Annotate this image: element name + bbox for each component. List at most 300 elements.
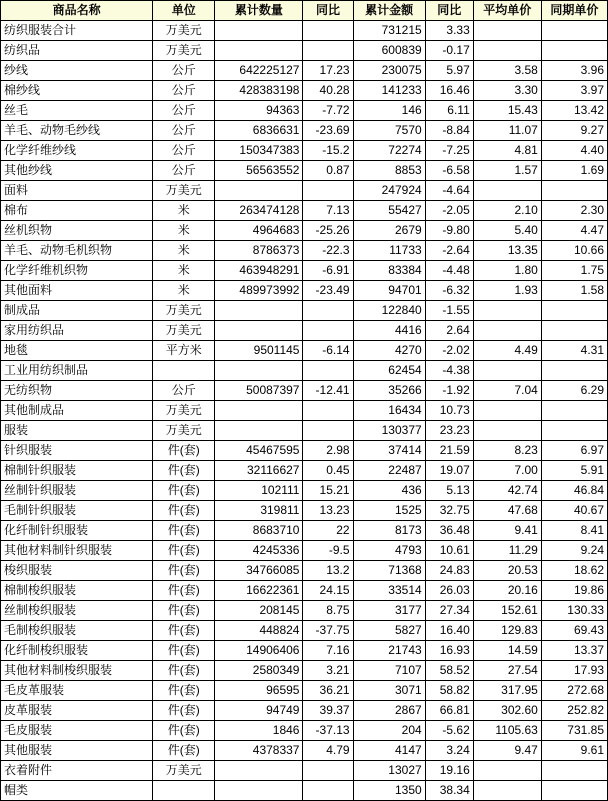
cell-amount-yoy: -5.62	[425, 721, 473, 741]
cell-quantity-yoy	[303, 421, 353, 441]
cell-amount-yoy: 10.73	[425, 401, 473, 421]
table-row	[1, 221, 608, 241]
cell-average-price	[473, 761, 541, 781]
table-row	[1, 741, 608, 761]
cell-cumulative-quantity	[215, 301, 303, 321]
table-row	[1, 341, 608, 361]
table-row	[1, 201, 608, 221]
cell-average-price: 3.58	[473, 61, 541, 81]
cell-quantity-yoy	[303, 321, 353, 341]
cell-cumulative-amount: 2867	[353, 701, 425, 721]
column-header-average-price: 平均单价	[473, 1, 541, 21]
cell-product-name: 棉制梭织服装	[1, 581, 153, 601]
cell-previous-price	[541, 361, 607, 381]
cell-unit: 公斤	[153, 61, 215, 81]
table-row	[1, 41, 608, 61]
cell-unit	[153, 781, 215, 801]
table-row	[1, 781, 608, 801]
cell-quantity-yoy	[303, 21, 353, 41]
cell-average-price: 9.41	[473, 521, 541, 541]
table-row	[1, 661, 608, 681]
cell-cumulative-amount: 731215	[353, 21, 425, 41]
cell-cumulative-amount: 141233	[353, 81, 425, 101]
cell-amount-yoy: -2.02	[425, 341, 473, 361]
cell-cumulative-quantity	[215, 21, 303, 41]
cell-cumulative-quantity: 448824	[215, 621, 303, 641]
cell-cumulative-quantity: 4964683	[215, 221, 303, 241]
cell-quantity-yoy: 2.98	[303, 441, 353, 461]
cell-quantity-yoy: -23.69	[303, 121, 353, 141]
cell-quantity-yoy: 13.23	[303, 501, 353, 521]
table-row	[1, 21, 608, 41]
cell-previous-price: 46.84	[541, 481, 607, 501]
cell-amount-yoy: 21.59	[425, 441, 473, 461]
cell-cumulative-amount: 71368	[353, 561, 425, 581]
cell-average-price: 317.95	[473, 681, 541, 701]
table-row	[1, 521, 608, 541]
cell-product-name: 丝毛	[1, 101, 153, 121]
cell-average-price: 7.00	[473, 461, 541, 481]
cell-cumulative-quantity: 34766085	[215, 561, 303, 581]
cell-product-name: 其他制成品	[1, 401, 153, 421]
cell-cumulative-quantity: 50087397	[215, 381, 303, 401]
cell-cumulative-quantity: 102111	[215, 481, 303, 501]
table-row	[1, 261, 608, 281]
cell-previous-price: 4.47	[541, 221, 607, 241]
cell-previous-price	[541, 761, 607, 781]
cell-unit: 米	[153, 281, 215, 301]
cell-unit: 公斤	[153, 121, 215, 141]
cell-previous-price: 3.97	[541, 81, 607, 101]
cell-quantity-yoy: 8.75	[303, 601, 353, 621]
cell-cumulative-amount: 16434	[353, 401, 425, 421]
table-row	[1, 181, 608, 201]
cell-unit: 件(套)	[153, 721, 215, 741]
cell-cumulative-amount: 7107	[353, 661, 425, 681]
cell-cumulative-amount: 1350	[353, 781, 425, 801]
cell-cumulative-amount: 4147	[353, 741, 425, 761]
cell-product-name: 其他面料	[1, 281, 153, 301]
table-row	[1, 761, 608, 781]
cell-average-price: 2.10	[473, 201, 541, 221]
table-row	[1, 721, 608, 741]
table-row	[1, 621, 608, 641]
table-row	[1, 701, 608, 721]
cell-product-name: 化纤制梭织服装	[1, 641, 153, 661]
cell-cumulative-amount: 21743	[353, 641, 425, 661]
cell-previous-price: 2.30	[541, 201, 607, 221]
cell-product-name: 面料	[1, 181, 153, 201]
cell-quantity-yoy: 0.87	[303, 161, 353, 181]
cell-quantity-yoy: 17.23	[303, 61, 353, 81]
cell-quantity-yoy	[303, 181, 353, 201]
cell-cumulative-amount: 83384	[353, 261, 425, 281]
cell-cumulative-quantity	[215, 181, 303, 201]
cell-unit: 件(套)	[153, 501, 215, 521]
cell-previous-price: 9.27	[541, 121, 607, 141]
cell-product-name: 毛皮革服装	[1, 681, 153, 701]
cell-cumulative-amount: 2679	[353, 221, 425, 241]
cell-unit: 平方米	[153, 341, 215, 361]
table-row	[1, 441, 608, 461]
cell-cumulative-amount: 37414	[353, 441, 425, 461]
table-row	[1, 81, 608, 101]
table-row	[1, 601, 608, 621]
table-row	[1, 581, 608, 601]
cell-cumulative-quantity	[215, 321, 303, 341]
cell-average-price: 5.40	[473, 221, 541, 241]
cell-product-name: 帽类	[1, 781, 153, 801]
cell-product-name: 棉制针织服装	[1, 461, 153, 481]
cell-unit: 万美元	[153, 761, 215, 781]
cell-cumulative-quantity	[215, 421, 303, 441]
cell-average-price	[473, 321, 541, 341]
cell-quantity-yoy: -6.14	[303, 341, 353, 361]
cell-cumulative-quantity: 16622361	[215, 581, 303, 601]
cell-average-price: 42.74	[473, 481, 541, 501]
cell-average-price: 15.43	[473, 101, 541, 121]
table-row	[1, 321, 608, 341]
cell-amount-yoy: -6.58	[425, 161, 473, 181]
table-row	[1, 101, 608, 121]
column-header-unit: 单位	[153, 1, 215, 21]
cell-unit: 件(套)	[153, 541, 215, 561]
cell-average-price: 11.29	[473, 541, 541, 561]
cell-cumulative-quantity: 8683710	[215, 521, 303, 541]
cell-product-name: 制成品	[1, 301, 153, 321]
cell-previous-price: 1.75	[541, 261, 607, 281]
cell-previous-price: 10.66	[541, 241, 607, 261]
cell-unit: 件(套)	[153, 741, 215, 761]
cell-cumulative-amount: 4416	[353, 321, 425, 341]
cell-cumulative-amount: 122840	[353, 301, 425, 321]
cell-quantity-yoy	[303, 301, 353, 321]
cell-quantity-yoy	[303, 41, 353, 61]
cell-unit: 万美元	[153, 321, 215, 341]
table-row	[1, 481, 608, 501]
cell-unit: 公斤	[153, 141, 215, 161]
cell-unit: 件(套)	[153, 701, 215, 721]
cell-previous-price: 4.31	[541, 341, 607, 361]
cell-previous-price: 272.68	[541, 681, 607, 701]
cell-cumulative-amount: 3177	[353, 601, 425, 621]
cell-product-name: 工业用纺织制品	[1, 361, 153, 381]
cell-quantity-yoy: -7.72	[303, 101, 353, 121]
cell-cumulative-amount: 230075	[353, 61, 425, 81]
cell-cumulative-quantity: 4245336	[215, 541, 303, 561]
table-row	[1, 301, 608, 321]
cell-quantity-yoy: 7.16	[303, 641, 353, 661]
cell-average-price: 152.61	[473, 601, 541, 621]
cell-amount-yoy: 58.82	[425, 681, 473, 701]
column-header-previous-price: 同期单价	[541, 1, 607, 21]
table-row	[1, 401, 608, 421]
cell-quantity-yoy: 13.2	[303, 561, 353, 581]
column-header-amount-yoy: 同比	[425, 1, 473, 21]
cell-cumulative-amount: 33514	[353, 581, 425, 601]
cell-product-name: 化纤制针织服装	[1, 521, 153, 541]
cell-previous-price: 8.41	[541, 521, 607, 541]
cell-cumulative-amount: 1525	[353, 501, 425, 521]
cell-cumulative-quantity: 94749	[215, 701, 303, 721]
column-header-cumulative-amount: 累计金额	[353, 1, 425, 21]
cell-cumulative-amount: 3071	[353, 681, 425, 701]
cell-quantity-yoy: -22.3	[303, 241, 353, 261]
cell-previous-price	[541, 181, 607, 201]
cell-amount-yoy: 24.83	[425, 561, 473, 581]
cell-previous-price: 130.33	[541, 601, 607, 621]
cell-previous-price: 9.61	[541, 741, 607, 761]
cell-product-name: 梭织服装	[1, 561, 153, 581]
cell-previous-price: 13.37	[541, 641, 607, 661]
cell-amount-yoy: 58.52	[425, 661, 473, 681]
cell-average-price	[473, 301, 541, 321]
cell-amount-yoy: 5.97	[425, 61, 473, 81]
cell-cumulative-quantity: 4378337	[215, 741, 303, 761]
cell-previous-price: 5.91	[541, 461, 607, 481]
table-row	[1, 281, 608, 301]
cell-average-price: 11.07	[473, 121, 541, 141]
cell-average-price: 9.47	[473, 741, 541, 761]
cell-quantity-yoy	[303, 361, 353, 381]
cell-amount-yoy: 16.40	[425, 621, 473, 641]
cell-cumulative-quantity: 45467595	[215, 441, 303, 461]
cell-unit: 件(套)	[153, 681, 215, 701]
cell-cumulative-quantity: 428383198	[215, 81, 303, 101]
cell-product-name: 无纺织物	[1, 381, 153, 401]
cell-quantity-yoy: 40.28	[303, 81, 353, 101]
cell-cumulative-amount: 8173	[353, 521, 425, 541]
cell-cumulative-amount: 5827	[353, 621, 425, 641]
cell-amount-yoy: -7.25	[425, 141, 473, 161]
cell-amount-yoy: -8.84	[425, 121, 473, 141]
cell-average-price	[473, 421, 541, 441]
cell-product-name: 其他服装	[1, 741, 153, 761]
cell-unit: 件(套)	[153, 521, 215, 541]
table-row	[1, 461, 608, 481]
cell-product-name: 纺织品	[1, 41, 153, 61]
table-row	[1, 61, 608, 81]
cell-product-name: 丝机织物	[1, 221, 153, 241]
cell-quantity-yoy	[303, 761, 353, 781]
cell-previous-price	[541, 781, 607, 801]
cell-amount-yoy: -1.92	[425, 381, 473, 401]
cell-product-name: 纺织服装合计	[1, 21, 153, 41]
cell-quantity-yoy: 0.45	[303, 461, 353, 481]
cell-previous-price	[541, 41, 607, 61]
cell-average-price	[473, 781, 541, 801]
cell-quantity-yoy: 3.21	[303, 661, 353, 681]
cell-amount-yoy: -2.05	[425, 201, 473, 221]
cell-product-name: 服装	[1, 421, 153, 441]
cell-average-price: 1105.63	[473, 721, 541, 741]
cell-quantity-yoy	[303, 401, 353, 421]
cell-average-price: 1.57	[473, 161, 541, 181]
cell-previous-price	[541, 421, 607, 441]
cell-product-name: 化学纤维机织物	[1, 261, 153, 281]
cell-unit: 公斤	[153, 381, 215, 401]
cell-previous-price: 17.93	[541, 661, 607, 681]
cell-previous-price: 18.62	[541, 561, 607, 581]
cell-unit: 公斤	[153, 161, 215, 181]
cell-previous-price: 252.82	[541, 701, 607, 721]
cell-quantity-yoy: 22	[303, 521, 353, 541]
cell-previous-price: 1.69	[541, 161, 607, 181]
table-row	[1, 361, 608, 381]
cell-previous-price: 40.67	[541, 501, 607, 521]
table-body	[1, 21, 608, 801]
table-row	[1, 241, 608, 261]
cell-cumulative-quantity: 2580349	[215, 661, 303, 681]
cell-product-name: 皮革服装	[1, 701, 153, 721]
table-row	[1, 161, 608, 181]
cell-average-price: 4.81	[473, 141, 541, 161]
cell-product-name: 棉纱线	[1, 81, 153, 101]
cell-average-price: 1.93	[473, 281, 541, 301]
cell-product-name: 棉布	[1, 201, 153, 221]
cell-average-price: 47.68	[473, 501, 541, 521]
cell-product-name: 毛制针织服装	[1, 501, 153, 521]
cell-amount-yoy: 5.13	[425, 481, 473, 501]
cell-cumulative-amount: 600839	[353, 41, 425, 61]
cell-previous-price: 19.86	[541, 581, 607, 601]
column-header-cumulative-quantity: 累计数量	[215, 1, 303, 21]
cell-previous-price: 731.85	[541, 721, 607, 741]
cell-unit: 米	[153, 241, 215, 261]
cell-average-price	[473, 21, 541, 41]
cell-quantity-yoy: 24.15	[303, 581, 353, 601]
table-row	[1, 541, 608, 561]
cell-previous-price	[541, 321, 607, 341]
cell-unit: 万美元	[153, 421, 215, 441]
cell-amount-yoy: -1.55	[425, 301, 473, 321]
cell-unit: 件(套)	[153, 481, 215, 501]
cell-previous-price	[541, 21, 607, 41]
cell-cumulative-amount: 247924	[353, 181, 425, 201]
cell-product-name: 针织服装	[1, 441, 153, 461]
cell-previous-price: 4.40	[541, 141, 607, 161]
cell-product-name: 羊毛、动物毛纱线	[1, 121, 153, 141]
cell-cumulative-amount: 204	[353, 721, 425, 741]
cell-cumulative-amount: 62454	[353, 361, 425, 381]
table-row	[1, 501, 608, 521]
cell-unit: 公斤	[153, 81, 215, 101]
cell-amount-yoy: -9.80	[425, 221, 473, 241]
cell-quantity-yoy: -12.41	[303, 381, 353, 401]
cell-quantity-yoy: 7.13	[303, 201, 353, 221]
cell-average-price: 27.54	[473, 661, 541, 681]
cell-product-name: 羊毛、动物毛机织物	[1, 241, 153, 261]
cell-cumulative-amount: 35266	[353, 381, 425, 401]
cell-average-price: 302.60	[473, 701, 541, 721]
cell-quantity-yoy: 15.21	[303, 481, 353, 501]
cell-previous-price: 6.29	[541, 381, 607, 401]
cell-amount-yoy: 2.64	[425, 321, 473, 341]
cell-unit: 万美元	[153, 401, 215, 421]
cell-cumulative-quantity: 6836631	[215, 121, 303, 141]
cell-average-price	[473, 361, 541, 381]
cell-product-name: 毛制梭织服装	[1, 621, 153, 641]
cell-cumulative-quantity: 642225127	[215, 61, 303, 81]
cell-cumulative-quantity: 150347383	[215, 141, 303, 161]
cell-unit: 米	[153, 221, 215, 241]
table-row	[1, 561, 608, 581]
cell-average-price: 1.80	[473, 261, 541, 281]
cell-cumulative-quantity: 32116627	[215, 461, 303, 481]
table-row	[1, 381, 608, 401]
cell-previous-price: 6.97	[541, 441, 607, 461]
cell-average-price: 13.35	[473, 241, 541, 261]
cell-quantity-yoy: 36.21	[303, 681, 353, 701]
cell-cumulative-amount: 94701	[353, 281, 425, 301]
cell-cumulative-quantity: 1846	[215, 721, 303, 741]
cell-amount-yoy: 10.61	[425, 541, 473, 561]
cell-product-name: 其他材料制针织服装	[1, 541, 153, 561]
cell-unit: 万美元	[153, 41, 215, 61]
table-row	[1, 421, 608, 441]
cell-unit: 万美元	[153, 21, 215, 41]
column-header-product-name: 商品名称	[1, 1, 153, 21]
cell-unit: 件(套)	[153, 461, 215, 481]
cell-amount-yoy: 16.46	[425, 81, 473, 101]
cell-cumulative-quantity: 96595	[215, 681, 303, 701]
cell-previous-price: 9.24	[541, 541, 607, 561]
cell-product-name: 毛皮服装	[1, 721, 153, 741]
cell-average-price: 7.04	[473, 381, 541, 401]
cell-amount-yoy: 32.75	[425, 501, 473, 521]
cell-cumulative-quantity: 489973992	[215, 281, 303, 301]
cell-average-price: 8.23	[473, 441, 541, 461]
cell-product-name: 地毯	[1, 341, 153, 361]
cell-average-price: 20.16	[473, 581, 541, 601]
cell-amount-yoy: -4.64	[425, 181, 473, 201]
cell-unit: 米	[153, 261, 215, 281]
cell-unit: 万美元	[153, 301, 215, 321]
cell-cumulative-amount: 22487	[353, 461, 425, 481]
cell-product-name: 丝制针织服装	[1, 481, 153, 501]
cell-amount-yoy: 3.24	[425, 741, 473, 761]
cell-unit: 件(套)	[153, 561, 215, 581]
cell-cumulative-quantity: 319811	[215, 501, 303, 521]
cell-cumulative-quantity: 8786373	[215, 241, 303, 261]
cell-previous-price: 69.43	[541, 621, 607, 641]
cell-cumulative-quantity	[215, 361, 303, 381]
cell-cumulative-amount: 8853	[353, 161, 425, 181]
cell-cumulative-amount: 13027	[353, 761, 425, 781]
cell-amount-yoy: 26.03	[425, 581, 473, 601]
cell-average-price: 3.30	[473, 81, 541, 101]
cell-amount-yoy: 38.34	[425, 781, 473, 801]
cell-average-price	[473, 181, 541, 201]
cell-previous-price	[541, 301, 607, 321]
cell-product-name: 纱线	[1, 61, 153, 81]
cell-cumulative-quantity: 208145	[215, 601, 303, 621]
cell-cumulative-quantity	[215, 761, 303, 781]
cell-amount-yoy: 27.34	[425, 601, 473, 621]
cell-amount-yoy: 19.16	[425, 761, 473, 781]
cell-unit: 件(套)	[153, 641, 215, 661]
cell-unit: 件(套)	[153, 661, 215, 681]
table-row	[1, 121, 608, 141]
cell-quantity-yoy: -25.26	[303, 221, 353, 241]
cell-cumulative-amount: 7570	[353, 121, 425, 141]
cell-quantity-yoy: -9.5	[303, 541, 353, 561]
cell-cumulative-amount: 436	[353, 481, 425, 501]
cell-average-price: 14.59	[473, 641, 541, 661]
cell-quantity-yoy: -37.13	[303, 721, 353, 741]
cell-cumulative-quantity	[215, 41, 303, 61]
cell-quantity-yoy: 4.79	[303, 741, 353, 761]
